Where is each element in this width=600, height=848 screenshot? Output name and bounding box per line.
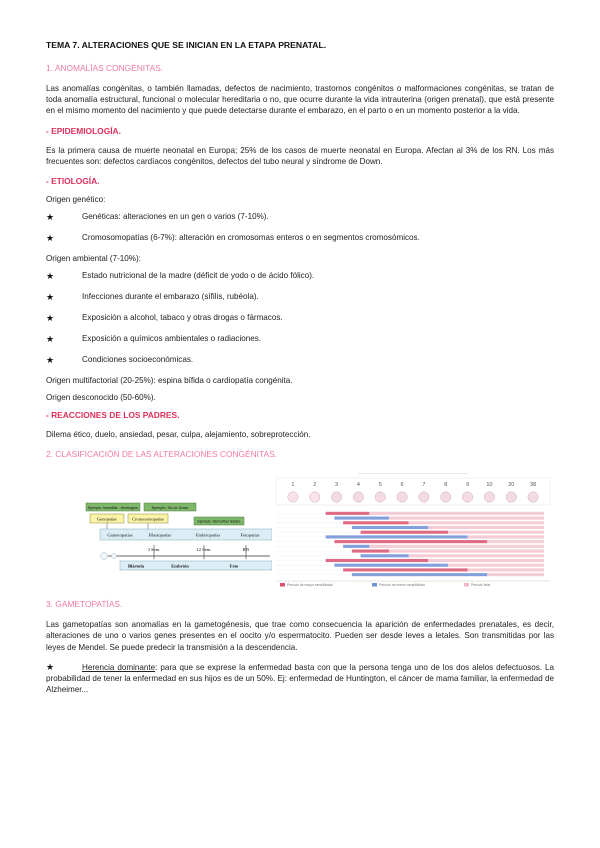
legend-label: Período de menor sensibilidad xyxy=(379,583,425,588)
genetic-list xyxy=(46,212,554,244)
environmental-list xyxy=(46,271,554,366)
star-icon: ★ xyxy=(46,292,55,303)
legend-swatch xyxy=(280,583,285,587)
week-label: 38 xyxy=(530,482,537,489)
list-item xyxy=(46,662,554,696)
week-label: 20 xyxy=(508,482,515,489)
section-heading-2: 2. CLASIFICACIÓN DE LAS ALTERACIONES CONGÉNITAS. xyxy=(46,449,277,460)
low-sensitivity-bar xyxy=(487,573,544,576)
legend-label: Período de mayor sensibilidad xyxy=(287,583,333,588)
low-sensitivity-bar xyxy=(428,526,544,529)
intro-paragraph: Las anomalías congénitas, o también llamadas, defectos de nacimiento, trastornos congénitos o malformaciones congénitas, se tratan de toda anomalía estructural, funcional o molecular hereditaria o no, que ocurre durante la vida intrauterina (origen prenatal), que está presente en el mismo momento del nacimiento y que puede detectarse durante el embarazo, en el parto o en un momento posterior a la vida. xyxy=(46,84,554,116)
inheritance-list xyxy=(46,662,554,696)
sensitivity-bar xyxy=(326,536,468,539)
section-heading-1: 1. ANOMALÍAS CONGÉNITAS. xyxy=(46,63,164,73)
svg-text:Fetopatías: Fetopatías xyxy=(240,532,260,538)
sensitivity-bar xyxy=(334,540,487,543)
list-item: ★ Condiciones socioeconómicas. xyxy=(46,355,194,366)
svg-text:Ejemplo: dismorfias fetales: Ejemplo: dismorfias fetales xyxy=(197,519,241,524)
parents-paragraph: Dilema ético, duelo, ansiedad, pesar, culpa, alejamiento, sobreprotección. xyxy=(46,430,311,440)
svg-text:Cromosomopatías: Cromosomopatías xyxy=(132,516,164,522)
embryo-icon xyxy=(528,492,538,502)
dominant-inheritance-label: Herencia dominante xyxy=(82,662,156,672)
chart-caption: — — — — — — — — — — — — — — — — — — — — — — — — — — — xyxy=(358,471,468,476)
sensitivity-bar xyxy=(334,517,389,520)
week-label: 2 xyxy=(313,482,317,489)
development-sensitivity-chart xyxy=(272,469,554,589)
embryo-icon xyxy=(397,492,407,502)
legend-swatch xyxy=(464,583,469,587)
svg-text:Ejemplo: SA de Down: Ejemplo: SA de Down xyxy=(151,506,189,511)
embryo-icon xyxy=(506,492,516,502)
low-sensitivity-bar xyxy=(409,521,544,524)
svg-text:Ejemplo: hemofilia - Huntingto: Ejemplo: hemofilia - Huntington xyxy=(88,506,138,511)
star-icon: ★ xyxy=(46,334,55,345)
embryo-icon xyxy=(419,492,429,502)
sensitivity-bar xyxy=(343,545,369,548)
cell-illustration xyxy=(112,554,117,559)
week-label: 7 xyxy=(422,482,426,489)
sensitivity-bar xyxy=(361,554,409,557)
svg-text:Embriopatías: Embriopatías xyxy=(195,532,221,538)
parents-heading: - REACCIONES DE LOS PADRES. xyxy=(46,410,180,421)
sensitivity-bar xyxy=(343,569,467,572)
embryo-icon xyxy=(462,492,472,502)
sensitivity-bar xyxy=(343,521,409,524)
embryo-icon xyxy=(288,492,298,502)
list-item: ★ Exposición a alcohol, tabaco y otras drogas o fármacos. xyxy=(46,313,283,324)
svg-text:Feto: Feto xyxy=(229,563,239,569)
svg-text:12 Sem.: 12 Sem. xyxy=(196,547,212,553)
low-sensitivity-bar xyxy=(487,540,544,543)
list-item: ★ Exposición a químicos ambientales o radiaciones. xyxy=(46,334,262,345)
low-sensitivity-bar xyxy=(468,536,544,539)
low-sensitivity-bar xyxy=(448,531,544,534)
star-icon: ★ xyxy=(46,313,55,324)
week-label: 10 xyxy=(486,482,493,489)
embryo-icon xyxy=(484,492,494,502)
sensitivity-bar xyxy=(326,512,370,515)
environmental-label: Origen ambiental (7-10%): xyxy=(46,254,141,264)
multifactorial-line: Origen multifactorial (20-25%): espina bífida o cardiopatía congénita. xyxy=(46,376,293,386)
figures-row xyxy=(46,469,554,589)
etiology-heading: - ETIOLOGÍA. xyxy=(46,176,100,187)
sensitivity-bar xyxy=(352,573,487,576)
low-sensitivity-bar xyxy=(389,550,544,553)
svg-text:Blastopatías: Blastopatías xyxy=(148,532,172,538)
low-sensitivity-bar xyxy=(448,564,544,567)
low-sensitivity-bar xyxy=(428,559,544,562)
cell-illustration xyxy=(101,553,108,560)
classification-diagram xyxy=(84,501,274,583)
genetic-label: Origen genético: xyxy=(46,195,106,205)
svg-text:RN: RN xyxy=(242,547,250,553)
svg-text:Blástula: Blástula xyxy=(127,563,145,569)
week-label: 6 xyxy=(400,482,404,489)
week-label: 3 xyxy=(335,482,339,489)
low-sensitivity-bar xyxy=(468,569,544,572)
sensitivity-bar xyxy=(352,550,389,553)
low-sensitivity-bar xyxy=(389,517,544,520)
low-sensitivity-bar xyxy=(369,545,544,548)
sensitivity-bar xyxy=(326,559,429,562)
list-item: ★ Cromosomopatías (6-7%): alteración en cromosomas enteros o en segmentos cromosómicos. xyxy=(46,233,420,244)
low-sensitivity-bar xyxy=(409,554,544,557)
list-item: ★ Infecciones durante el embarazo (sífilis, rubéola). xyxy=(46,292,259,303)
svg-text:3 Sem.: 3 Sem. xyxy=(147,547,161,553)
week-label: 5 xyxy=(378,482,382,489)
star-icon: ★ xyxy=(46,355,55,366)
svg-text:Genopatías: Genopatías xyxy=(97,516,117,522)
star-icon: ★ xyxy=(46,212,55,223)
embryo-icon xyxy=(375,492,385,502)
week-label: 1 xyxy=(291,482,295,489)
sensitivity-bar xyxy=(334,564,448,567)
star-icon: ★ xyxy=(46,271,55,282)
embryo-icon xyxy=(310,492,320,502)
week-label: 9 xyxy=(466,482,470,489)
svg-text:Embrión: Embrión xyxy=(171,563,189,569)
embryo-icon xyxy=(441,492,451,502)
section-heading-3: 3. GAMETOPATÍAS. xyxy=(46,599,123,610)
star-icon: ★ xyxy=(46,233,55,244)
legend-swatch xyxy=(372,583,377,587)
unknown-origin-line: Origen desconocido (50-60%). xyxy=(46,393,156,403)
week-label: 8 xyxy=(444,482,448,489)
week-label: 4 xyxy=(356,482,360,489)
gametopathies-paragraph: Las gametopatías son anomalías en la gametogénesis, que trae como consecuencia la aparición de enfermedades prenatales, es decir, alteraciones de uno o varios genes presentes en el oocito y/o espermatocito. Pueden ser desde leves a letales. Son transmitidas por las leyes de Mendel. Se puede predecir la transmisión a la descendencia. xyxy=(46,620,554,652)
document-title: TEMA 7. ALTERACIONES QUE SE INICIAN EN LA ETAPA PRENATAL. xyxy=(46,40,327,50)
low-sensitivity-bar xyxy=(369,512,544,515)
legend-label: Período fetal xyxy=(471,583,491,588)
embryo-icon xyxy=(353,492,363,502)
svg-text:Gametopatías: Gametopatías xyxy=(107,532,133,538)
list-item: ★ Estado nutricional de la madre (déficit de yodo o de ácido fólico). xyxy=(46,271,315,282)
epidemiology-heading: - EPIDEMIOLOGÍA. xyxy=(46,125,121,136)
epidemiology-paragraph: Es la primera causa de muerte neonatal en Europa; 25% de los casos de muerte neonatal en Europa. Afectan al 3% de los RN. Los más frecuentes son: defectos cardíacos congénitos, defectos del tubo neural y síndrome de Down. xyxy=(46,145,554,166)
dominant-inheritance-text: : para que se exprese la enfermedad basta con que la persona tenga uno de los dos alelos defectuosos. La probabilidad de tener la enfermedad en sus hijos es de un 50%. Ej: enfermedad de Huntington, el cáncer de mama familiar, la enfermedad de Alzheimer... xyxy=(46,662,555,695)
star-icon: ★ xyxy=(46,661,55,672)
embryo-icon xyxy=(331,492,341,502)
list-item: ★ Genéticas: alteraciones en un gen o varios (7-10%). xyxy=(46,212,269,223)
sensitivity-bar xyxy=(352,526,428,529)
sensitivity-bar xyxy=(361,531,448,534)
